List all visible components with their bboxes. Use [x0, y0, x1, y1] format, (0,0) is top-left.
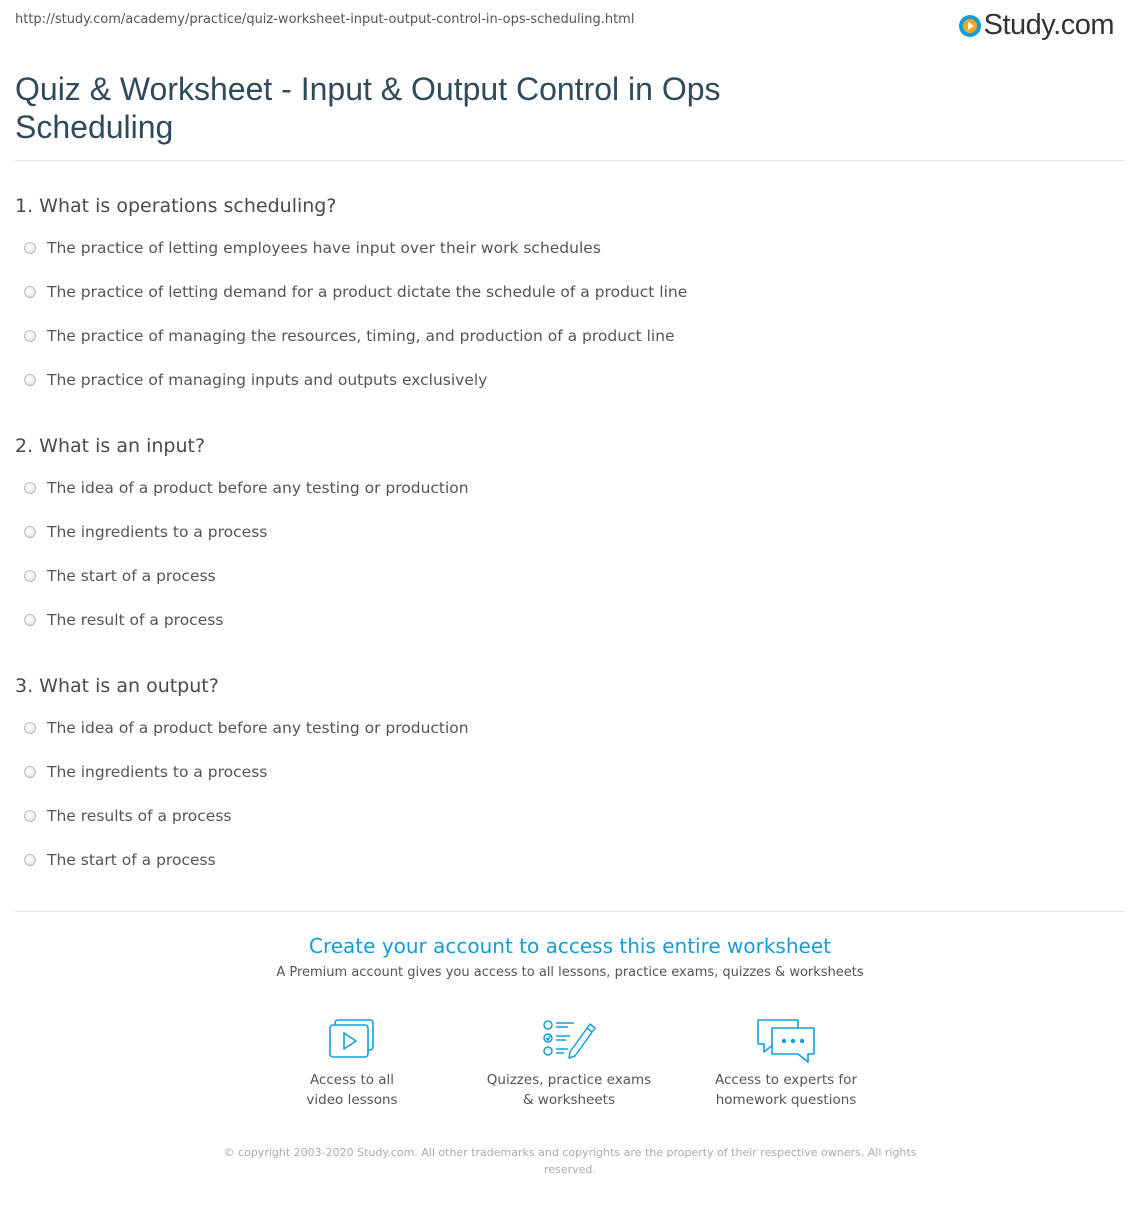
- quiz-checklist-icon: [540, 1016, 598, 1064]
- answer-option[interactable]: [15, 510, 1115, 554]
- study-logo-text: Study.com: [983, 9, 1114, 41]
- study-logo-icon: [959, 15, 981, 37]
- question-text: 1. What is operations scheduling?: [15, 195, 337, 217]
- answer-option[interactable]: [15, 554, 1115, 598]
- answer-text: The practice of managing the resources, timing, and production of a product line: [47, 327, 675, 345]
- answer-option[interactable]: [15, 598, 1115, 642]
- radio-button[interactable]: [24, 242, 36, 254]
- radio-button[interactable]: [24, 286, 36, 298]
- question-2: [15, 434, 1115, 642]
- chat-bubbles-icon: [754, 1016, 818, 1064]
- page-url: http://study.com/academy/practice/quiz-worksheet-input-output-control-in-ops-scheduling.html: [15, 12, 635, 27]
- answer-text: The ingredients to a process: [47, 523, 268, 541]
- answer-option[interactable]: [15, 838, 1115, 882]
- feature-label: [686, 1070, 886, 1110]
- feature-label-line1: Quizzes, practice exams: [486, 1072, 652, 1088]
- page-title: Quiz & Worksheet - Input & Output Control in Ops Scheduling: [15, 71, 721, 145]
- radio-button[interactable]: [24, 854, 36, 866]
- answer-option[interactable]: [15, 226, 1115, 270]
- answer-text: The start of a process: [47, 567, 216, 585]
- create-account-link[interactable]: Create your account to access this entire worksheet: [309, 934, 831, 958]
- answer-text: The ingredients to a process: [47, 763, 268, 781]
- radio-button[interactable]: [24, 614, 36, 626]
- answer-list: [15, 706, 1115, 882]
- question-3: [15, 674, 1115, 882]
- radio-button[interactable]: [24, 722, 36, 734]
- feature-quizzes: [469, 1016, 669, 1110]
- radio-button[interactable]: [24, 482, 36, 494]
- question-text: 3. What is an output?: [15, 675, 219, 697]
- answer-text: The idea of a product before any testing or production: [47, 479, 469, 497]
- radio-button[interactable]: [24, 570, 36, 582]
- answer-text: The idea of a product before any testing or production: [47, 719, 469, 737]
- title-divider: [15, 160, 1125, 161]
- radio-button[interactable]: [24, 810, 36, 822]
- answer-option[interactable]: [15, 706, 1115, 750]
- answer-text: The results of a process: [47, 807, 232, 825]
- video-lessons-icon: [325, 1016, 379, 1064]
- answer-list: [15, 466, 1115, 642]
- feature-experts: [686, 1016, 886, 1110]
- answer-option[interactable]: [15, 270, 1115, 314]
- feature-label-line2: video lessons: [306, 1092, 398, 1108]
- radio-button[interactable]: [24, 766, 36, 778]
- answer-option[interactable]: [15, 466, 1115, 510]
- question-text: 2. What is an input?: [15, 435, 206, 457]
- answer-text: The result of a process: [47, 611, 224, 629]
- radio-button[interactable]: [24, 330, 36, 342]
- answer-option[interactable]: [15, 794, 1115, 838]
- answer-text: The practice of letting employees have input over their work schedules: [47, 239, 601, 257]
- answer-option[interactable]: [15, 314, 1115, 358]
- feature-label-line1: Access to all: [309, 1072, 395, 1088]
- feature-video-lessons: [252, 1016, 452, 1110]
- feature-label: [469, 1070, 669, 1110]
- answer-text: The start of a process: [47, 851, 216, 869]
- premium-description: A Premium account gives you access to all lessons, practice exams, quizzes & worksheets: [276, 965, 864, 980]
- study-logo[interactable]: [959, 9, 1114, 42]
- answer-list: [15, 226, 1115, 402]
- cta-divider: [15, 911, 1125, 912]
- answer-text: The practice of letting demand for a product dictate the schedule of a product line: [47, 283, 688, 301]
- answer-option[interactable]: [15, 750, 1115, 794]
- feature-label: [252, 1070, 452, 1110]
- feature-label-line2: homework questions: [715, 1092, 857, 1108]
- answer-option[interactable]: [15, 358, 1115, 402]
- radio-button[interactable]: [24, 374, 36, 386]
- answer-text: The practice of managing inputs and outputs exclusively: [47, 371, 488, 389]
- radio-button[interactable]: [24, 526, 36, 538]
- question-1: [15, 194, 1115, 402]
- feature-label-line1: Access to experts for: [714, 1072, 857, 1088]
- copyright-notice: © copyright 2003-2020 Study.com. All other trademarks and copyrights are the property of their respective owners. All rights reserved.: [223, 1146, 917, 1176]
- feature-label-line2: & worksheets: [522, 1092, 615, 1108]
